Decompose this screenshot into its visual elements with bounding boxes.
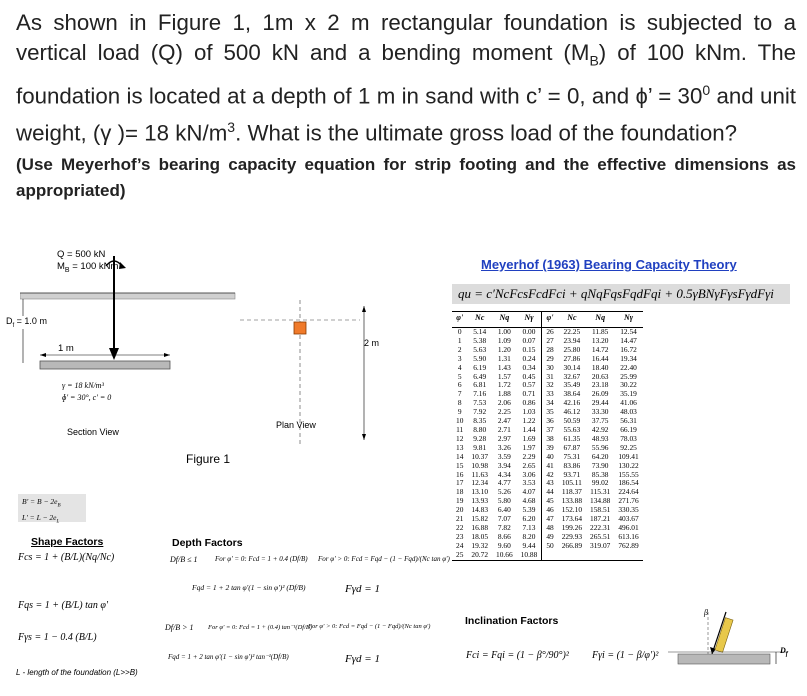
effective-length: $L' = L - 2e_L$ bbox=[22, 512, 60, 524]
inclined-load-sketch bbox=[668, 608, 798, 674]
load-label: Q = 500 kN bbox=[57, 249, 106, 260]
table-cell: 5.90 bbox=[473, 353, 487, 363]
depth-label: $D_f = 1.0$ m bbox=[6, 316, 47, 329]
table-cell: 21 bbox=[456, 514, 464, 524]
table-cell: 20.72 bbox=[467, 551, 492, 560]
table-cell: 30 bbox=[542, 364, 558, 373]
table-cell: 4.77 bbox=[497, 478, 511, 488]
table-cell: 152.10 bbox=[561, 505, 583, 515]
table-cell: 8.80 bbox=[473, 424, 487, 434]
table-cell: 105.11 bbox=[561, 478, 582, 488]
column bbox=[294, 322, 306, 334]
header-nq-left: Nq bbox=[492, 312, 517, 328]
table-cell: 9.60 bbox=[497, 540, 511, 550]
shape-factors-title: Shape Factors bbox=[31, 536, 104, 548]
table-cell: 1.69 bbox=[522, 433, 536, 443]
table-cell: 85.38 bbox=[591, 469, 609, 479]
problem-text-3: and unit weight, (γ )= 18 kN/m bbox=[16, 83, 796, 146]
table-cell: 33 bbox=[542, 390, 558, 399]
table-cell: 0.57 bbox=[522, 380, 536, 390]
table-cell: 34 bbox=[542, 399, 558, 408]
table-cell: 0.45 bbox=[522, 371, 536, 381]
table-cell: 42 bbox=[542, 471, 558, 480]
table-cell: 19 bbox=[456, 496, 464, 506]
table-cell: 229.93 bbox=[561, 531, 583, 541]
table-cell: 47 bbox=[542, 515, 558, 524]
table-cell: 8 bbox=[457, 398, 462, 408]
table-cell: 5.80 bbox=[497, 496, 511, 506]
table-cell: 37 bbox=[542, 426, 558, 435]
depth-case1-fgd: Fγd = 1 bbox=[345, 583, 380, 595]
table-cell: 0.15 bbox=[522, 344, 536, 354]
table-cell: 9.81 bbox=[473, 442, 487, 452]
table-cell: 187.21 bbox=[590, 514, 611, 524]
table-cell: 266.89 bbox=[561, 540, 583, 550]
table-cell: 35 bbox=[542, 408, 558, 417]
ground-surface bbox=[20, 293, 235, 299]
table-cell: 18.05 bbox=[471, 531, 489, 541]
table-cell: 15 bbox=[456, 460, 464, 470]
inclination-factors-title: Inclination Factors bbox=[465, 615, 559, 627]
table-cell: 7.16 bbox=[473, 389, 487, 399]
table-cell: 26.09 bbox=[591, 389, 609, 399]
length-note: L - length of the foundation (L>>B) bbox=[16, 668, 138, 677]
table-cell: 5.14 bbox=[473, 327, 487, 336]
table-cell: 19.34 bbox=[620, 353, 637, 363]
table-cell bbox=[542, 551, 558, 560]
table-cell: 40 bbox=[542, 453, 558, 462]
table-cell: 29 bbox=[542, 355, 558, 364]
table-cell: 27.86 bbox=[563, 353, 581, 363]
depth-case1-fcd-zero: For φ' = 0: Fcd = 1 + 0.4 (Df/B) bbox=[215, 555, 308, 563]
bearing-capacity-table bbox=[452, 311, 643, 561]
table-cell: 199.26 bbox=[561, 522, 583, 532]
table-cell: 158.51 bbox=[590, 505, 611, 515]
table-cell: 496.01 bbox=[618, 522, 639, 532]
table-cell: 115.31 bbox=[590, 487, 611, 497]
table-cell: 46.12 bbox=[563, 407, 581, 417]
table-cell: 1.43 bbox=[497, 362, 511, 372]
depth-case2-condition: Df/B > 1 bbox=[165, 623, 194, 632]
table-cell: 14 bbox=[456, 451, 464, 461]
table-cell: 186.54 bbox=[618, 478, 639, 488]
table-cell: 4.07 bbox=[522, 487, 536, 497]
table-cell: 1.22 bbox=[522, 416, 536, 426]
table-cell: 224.64 bbox=[618, 487, 639, 497]
table-cell: 99.02 bbox=[591, 478, 609, 488]
width-label: 1 m bbox=[58, 343, 74, 354]
table-cell: 3.26 bbox=[497, 442, 511, 452]
table-cell: 61.35 bbox=[563, 433, 581, 443]
table-cell: 6.40 bbox=[497, 505, 511, 515]
depth-case2-fcd-positive: For φ' > 0: Fcd = Fqd − (1 − Fqd)/(Nc tan φ') bbox=[308, 623, 431, 630]
table-cell: 9.28 bbox=[473, 433, 487, 443]
plan-view-caption: Plan View bbox=[276, 420, 316, 430]
table-cell: 0.71 bbox=[522, 389, 536, 399]
table-cell: 36 bbox=[542, 417, 558, 426]
table-cell: 11 bbox=[456, 424, 464, 434]
table-cell: 5 bbox=[457, 371, 462, 381]
table-cell: 1.03 bbox=[522, 407, 536, 417]
table-cell: 16.88 bbox=[471, 522, 489, 532]
table-cell: 45 bbox=[542, 497, 558, 506]
effective-width: $B' = B - 2e_B$ bbox=[22, 497, 61, 509]
table-cell: 2.29 bbox=[522, 451, 536, 461]
table-cell: 50.59 bbox=[563, 416, 581, 426]
meyerhof-equation: qu = c′NcFcsFcdFci + qNqFqsFqdFqi + 0.5γBNγFγsFγdFγi bbox=[452, 284, 790, 304]
table-cell: 12.54 bbox=[620, 327, 637, 336]
table-cell: 13 bbox=[456, 442, 464, 452]
section-view-caption: Section View bbox=[67, 427, 119, 437]
table-cell: 32 bbox=[542, 381, 558, 390]
table-cell: 613.16 bbox=[618, 531, 639, 541]
table-cell: 16 bbox=[456, 469, 464, 479]
table-cell: 0.00 bbox=[522, 327, 536, 336]
table-cell: 10.37 bbox=[471, 451, 489, 461]
table-cell: 7.53 bbox=[473, 398, 487, 408]
phi-label: ɸ' = 30°, c' = 0 bbox=[62, 393, 112, 402]
table-cell: 31 bbox=[542, 373, 558, 382]
depth-case1-condition: Df/B ≤ 1 bbox=[170, 555, 198, 564]
table-cell: 64.20 bbox=[591, 451, 609, 461]
table-row bbox=[452, 551, 643, 560]
beta-label: β bbox=[704, 608, 708, 617]
table-cell: 5.38 bbox=[473, 335, 487, 345]
header-ng-left: Nγ bbox=[517, 312, 542, 328]
table-cell: 134.88 bbox=[590, 496, 611, 506]
table-cell: 6.49 bbox=[473, 371, 487, 381]
table-cell: 17 bbox=[456, 478, 464, 488]
table-cell: 2.97 bbox=[497, 433, 511, 443]
table-cell: 23.94 bbox=[563, 335, 581, 345]
table-cell: 4 bbox=[457, 362, 462, 372]
problem-statement bbox=[16, 8, 796, 204]
table-cell: 0.07 bbox=[522, 335, 536, 345]
table-cell: 26 bbox=[542, 328, 558, 337]
table-cell: 5.39 bbox=[522, 505, 536, 515]
table-cell: 6.81 bbox=[473, 380, 487, 390]
table-cell: 43 bbox=[542, 479, 558, 488]
section-view-figure bbox=[20, 248, 240, 448]
table-cell: 22.25 bbox=[563, 327, 581, 336]
cube-superscript: 3 bbox=[227, 118, 236, 135]
table-cell: 7.07 bbox=[497, 514, 511, 524]
table-cell: 9.44 bbox=[522, 540, 536, 550]
table-cell: 32.67 bbox=[563, 371, 581, 381]
table-header-row bbox=[452, 312, 643, 328]
table-cell: 10.88 bbox=[517, 551, 542, 560]
table-cell: 24 bbox=[456, 540, 464, 550]
table-cell: 42.16 bbox=[563, 398, 581, 408]
table-cell: 39 bbox=[542, 444, 558, 453]
figure-caption: Figure 1 bbox=[186, 452, 231, 466]
table-cell: 22 bbox=[456, 522, 464, 532]
table-cell: 3 bbox=[457, 353, 462, 363]
table-cell: 1.72 bbox=[497, 380, 511, 390]
table-cell: 1.09 bbox=[497, 335, 511, 345]
table-cell: 7.13 bbox=[522, 522, 536, 532]
moment-label: $M_B = 100$ kNm bbox=[57, 261, 119, 274]
table-cell: 0.34 bbox=[522, 362, 536, 372]
table-cell: 12.34 bbox=[471, 478, 489, 488]
table-cell: 0.24 bbox=[522, 353, 536, 363]
inclination-fci: Fci = Fqi = (1 − β°/90°)² bbox=[466, 650, 569, 661]
table-cell: 6 bbox=[457, 380, 462, 390]
table-cell: 12 bbox=[456, 433, 464, 443]
gamma-label: γ = 18 kN/m³ bbox=[62, 381, 104, 390]
table-cell: 28 bbox=[542, 346, 558, 355]
table-cell: 19.32 bbox=[471, 540, 489, 550]
mb-subscript: B bbox=[589, 52, 599, 69]
table-cell: 10.66 bbox=[492, 551, 517, 560]
header-nc-left: Nc bbox=[467, 312, 492, 328]
table-cell: 55.96 bbox=[591, 442, 609, 452]
table-cell: 48.03 bbox=[620, 407, 637, 417]
table-cell: 50 bbox=[542, 542, 558, 551]
shape-factor-fqs: Fqs = 1 + (B/L) tan φ' bbox=[18, 600, 109, 611]
table-cell bbox=[558, 551, 586, 560]
footing bbox=[40, 361, 170, 369]
table-cell: 7.92 bbox=[473, 407, 487, 417]
problem-text-4: . What is the ultimate gross load of the foundation? bbox=[235, 120, 738, 146]
table-cell: 29.44 bbox=[591, 398, 609, 408]
table-cell: 92.25 bbox=[620, 442, 637, 452]
table-cell: 3.59 bbox=[497, 451, 511, 461]
depth-case1-fqd: Fqd = 1 + 2 tan φ'(1 − sin φ')² (Df/B) bbox=[192, 583, 306, 592]
table-cell: 330.35 bbox=[618, 505, 639, 515]
table-cell: 33.30 bbox=[591, 407, 609, 417]
table-cell: 10 bbox=[456, 416, 464, 426]
table-cell: 7 bbox=[457, 389, 462, 399]
table-cell: 30.22 bbox=[620, 380, 637, 390]
table-cell: 46 bbox=[542, 506, 558, 515]
table-cell: 4.68 bbox=[522, 496, 536, 506]
table-cell: 18.40 bbox=[591, 362, 609, 372]
table-cell: 66.19 bbox=[620, 424, 637, 434]
shape-factor-fcs: Fcs = 1 + (B/L)(Nq/Nc) bbox=[18, 552, 115, 563]
table-cell: 20.63 bbox=[591, 371, 609, 381]
table-cell: 222.31 bbox=[590, 522, 611, 532]
header-ng-right: Nγ bbox=[614, 312, 642, 328]
table-cell: 44 bbox=[542, 488, 558, 497]
table-cell: 14.47 bbox=[620, 335, 637, 345]
depth-case2-fgd: Fγd = 1 bbox=[345, 653, 380, 665]
table-cell: 14.72 bbox=[591, 344, 609, 354]
table-cell: 35.49 bbox=[563, 380, 581, 390]
table-cell: 67.87 bbox=[563, 442, 581, 452]
table-cell: 155.55 bbox=[618, 469, 639, 479]
effective-dimensions-box bbox=[18, 494, 86, 522]
table-cell: 15.82 bbox=[471, 514, 489, 524]
table-cell: 75.31 bbox=[563, 451, 581, 461]
table-cell: 42.92 bbox=[591, 424, 609, 434]
table-cell: 109.41 bbox=[618, 451, 639, 461]
table-cell bbox=[614, 551, 642, 560]
table-cell: 93.71 bbox=[563, 469, 581, 479]
table-cell: 48.93 bbox=[591, 433, 609, 443]
theory-title: Meyerhof (1963) Bearing Capacity Theory bbox=[481, 257, 737, 272]
table-cell: 6.19 bbox=[473, 362, 487, 372]
table-cell: 37.75 bbox=[591, 416, 609, 426]
table-cell: 0.86 bbox=[522, 398, 536, 408]
table-cell: 7.82 bbox=[497, 522, 511, 532]
table-cell: 14.83 bbox=[471, 505, 489, 515]
table-cell: 23 bbox=[456, 531, 464, 541]
table-cell: 5.63 bbox=[473, 344, 487, 354]
header-nq-right: Nq bbox=[586, 312, 614, 328]
table-cell: 8.66 bbox=[497, 531, 511, 541]
table-cell: 11.63 bbox=[471, 469, 488, 479]
table-cell: 55.63 bbox=[563, 424, 581, 434]
degree-superscript: 0 bbox=[702, 82, 711, 99]
table-cell: 1 bbox=[457, 335, 462, 345]
table-cell: 13.20 bbox=[591, 335, 609, 345]
table-cell: 25 bbox=[452, 551, 467, 560]
column-sketch bbox=[715, 618, 733, 653]
table-cell: 3.53 bbox=[522, 478, 536, 488]
table-cell: 1.97 bbox=[522, 442, 536, 452]
table-cell: 25.99 bbox=[620, 371, 637, 381]
table-cell: 23.18 bbox=[591, 380, 609, 390]
problem-text-2: ) of 100 kNm. The foundation is located at a depth of 1 m in sand with c’ = 0, and ɸ’ = 30 bbox=[16, 40, 797, 109]
table-cell: 2 bbox=[457, 344, 462, 354]
depth-case2-fcd-zero: For φ' = 0: Fcd = 1 + (0.4) tan⁻¹(Df/B) bbox=[208, 624, 313, 631]
table-cell: 5.26 bbox=[497, 487, 511, 497]
depth-case1-fcd-positive: For φ' > 0: Fcd = Fqd − (1 − Fqd)/(Nc tan φ') bbox=[318, 555, 450, 563]
table-cell: 0 bbox=[457, 327, 462, 336]
table-cell: 2.65 bbox=[522, 460, 536, 470]
table-cell: 2.47 bbox=[497, 416, 511, 426]
table-cell: 133.88 bbox=[561, 496, 583, 506]
header-nc-right: Nc bbox=[558, 312, 586, 328]
table-cell: 16.72 bbox=[620, 344, 637, 354]
table-cell: 27 bbox=[542, 337, 558, 346]
header-phi-right: φ' bbox=[542, 312, 558, 328]
table-cell: 265.51 bbox=[590, 531, 611, 541]
table-cell: 6.20 bbox=[522, 514, 536, 524]
table-cell: 38 bbox=[542, 435, 558, 444]
depth-factors-title: Depth Factors bbox=[172, 537, 243, 549]
table-cell: 56.31 bbox=[620, 416, 637, 426]
plan-dim-label: 2 m bbox=[364, 338, 380, 348]
table-cell: 41 bbox=[542, 462, 558, 471]
table-cell bbox=[586, 551, 614, 560]
table-cell: 130.22 bbox=[618, 460, 639, 470]
table-cell: 16.44 bbox=[591, 353, 609, 363]
table-cell: 2.71 bbox=[497, 424, 511, 434]
table-cell: 271.76 bbox=[618, 496, 639, 506]
table-cell: 8.35 bbox=[473, 416, 487, 426]
table-cell: 762.89 bbox=[618, 540, 639, 550]
table-cell: 11.85 bbox=[592, 327, 609, 336]
table-cell: 173.64 bbox=[561, 514, 583, 524]
table-cell: 1.88 bbox=[497, 389, 511, 399]
shape-factor-fgs: Fγs = 1 − 0.4 (B/L) bbox=[18, 632, 97, 643]
table-cell: 1.44 bbox=[522, 424, 536, 434]
table-cell: 10.98 bbox=[471, 460, 489, 470]
table-cell: 2.25 bbox=[497, 407, 511, 417]
table-cell: 20 bbox=[456, 505, 464, 515]
depth-case2-fqd: Fqd = 1 + 2 tan φ'(1 − sin φ')² tan⁻¹(Df/B) bbox=[168, 653, 289, 661]
table-cell: 13.93 bbox=[471, 496, 489, 506]
table-cell: 30.14 bbox=[563, 362, 581, 372]
table-cell: 3.06 bbox=[522, 469, 536, 479]
table-cell: 78.03 bbox=[620, 433, 637, 443]
table-cell: 403.67 bbox=[618, 514, 639, 524]
table-cell: 9 bbox=[457, 407, 462, 417]
table-cell: 4.34 bbox=[497, 469, 511, 479]
table-cell: 118.37 bbox=[561, 487, 582, 497]
table-cell: 319.07 bbox=[590, 540, 611, 550]
problem-text-1: As shown in Figure 1, 1m x 2 m rectangular foundation is subjected to a vertical load (Q) of 500 kN and a bending moment (M bbox=[16, 10, 796, 65]
table-cell: 35.19 bbox=[620, 389, 637, 399]
table-cell: 1.57 bbox=[497, 371, 511, 381]
table-cell: 48 bbox=[542, 524, 558, 533]
table-cell: 1.00 bbox=[497, 327, 511, 336]
table-cell: 8.20 bbox=[522, 531, 536, 541]
table-cell: 38.64 bbox=[563, 389, 581, 399]
table-cell: 25.80 bbox=[563, 344, 581, 354]
table-cell: 1.31 bbox=[497, 353, 511, 363]
table-cell: 73.90 bbox=[591, 460, 609, 470]
table-cell: 49 bbox=[542, 533, 558, 542]
inclined-df-label: $D_f$ bbox=[780, 646, 788, 658]
table-cell: 13.10 bbox=[471, 487, 489, 497]
table-cell: 18 bbox=[456, 487, 464, 497]
problem-hint: (Use Meyerhof’s bearing capacity equation for strip footing and the effective dimensions as appropriated) bbox=[16, 155, 796, 201]
table-cell: 3.94 bbox=[497, 460, 511, 470]
table-cell: 2.06 bbox=[497, 398, 511, 408]
inclination-fgi: Fγi = (1 − β/φ')² bbox=[592, 650, 659, 661]
table-cell: 1.20 bbox=[497, 344, 511, 354]
table-cell: 83.86 bbox=[563, 460, 581, 470]
table-cell: 41.06 bbox=[620, 398, 637, 408]
inclined-footing bbox=[678, 654, 770, 664]
table-cell: 22.40 bbox=[620, 362, 637, 372]
header-phi-left: φ' bbox=[452, 312, 467, 328]
